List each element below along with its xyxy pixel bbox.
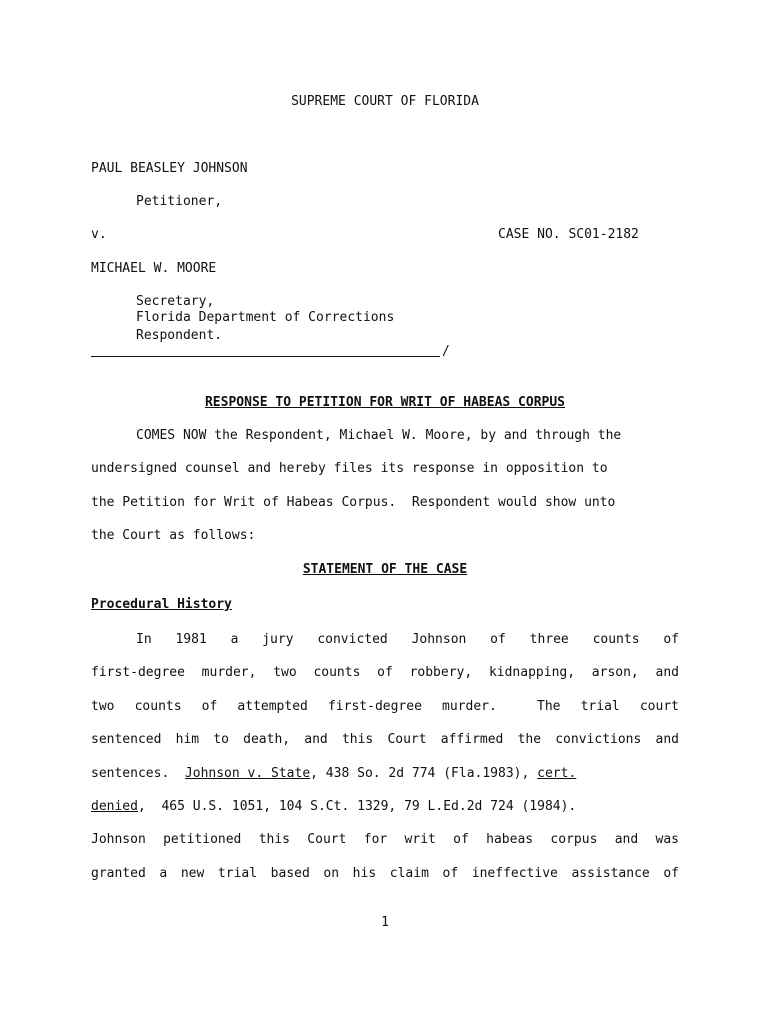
intro-line-4: the Court as follows:	[91, 528, 256, 543]
para-line-5-start: sentences.	[91, 766, 185, 781]
para-line-7: Johnson petitioned this Court for writ of habeas corpus and was	[91, 832, 679, 847]
para-line-2: first-degree murder, two counts of robbery, kidnapping, arson, and	[91, 665, 679, 680]
caption-rule	[91, 356, 440, 357]
section-heading: STATEMENT OF THE CASE	[302, 562, 468, 577]
para-line-5	[91, 766, 679, 782]
petitioner-role: Petitioner,	[136, 194, 223, 209]
para-line-1: In 1981 a jury convicted Johnson of three counts of	[136, 632, 679, 647]
citation-us-reports: , 465 U.S. 1051, 104 S.Ct. 1329, 79 L.Ed.2d 724 (1984).	[137, 799, 577, 814]
para-line-4: sentenced him to death, and this Court affirmed the convictions and	[91, 732, 679, 747]
case-number: CASE NO. SC01-2182	[498, 227, 639, 242]
case-citation: Johnson v. State	[184, 766, 311, 781]
para-line-6	[91, 799, 679, 815]
respondent-title-line1: Secretary,	[136, 294, 215, 309]
respondent-title-line2: Florida Department of Corrections	[136, 310, 395, 325]
document-title: RESPONSE TO PETITION FOR WRIT OF HABEAS CORPUS	[204, 395, 566, 410]
intro-line-2: undersigned counsel and hereby files its response in opposition to	[91, 461, 608, 476]
court-name: SUPREME COURT OF FLORIDA	[291, 94, 479, 109]
intro-line-3: the Petition for Writ of Habeas Corpus. Respondent would show unto	[91, 495, 616, 510]
para-line-8: granted a new trial based on his claim of ineffective assistance of	[91, 866, 679, 881]
versus: v.	[91, 227, 107, 242]
page-number: 1	[381, 915, 389, 930]
intro-line-1: COMES NOW the Respondent, Michael W. Moore, by and through the	[136, 428, 622, 443]
cert-text: cert.	[537, 766, 577, 781]
citation-reporter: , 438 So. 2d 774 (Fla.1983),	[310, 766, 538, 781]
para-line-3: two counts of attempted first-degree murder. The trial court	[91, 699, 679, 714]
subheading: Procedural History	[91, 597, 232, 612]
respondent-role: Respondent.	[136, 328, 223, 343]
petitioner-name: PAUL BEASLEY JOHNSON	[91, 161, 248, 176]
caption-rule-slash: /	[442, 344, 450, 359]
denied-text: denied	[91, 799, 138, 814]
respondent-name: MICHAEL W. MOORE	[91, 261, 217, 276]
